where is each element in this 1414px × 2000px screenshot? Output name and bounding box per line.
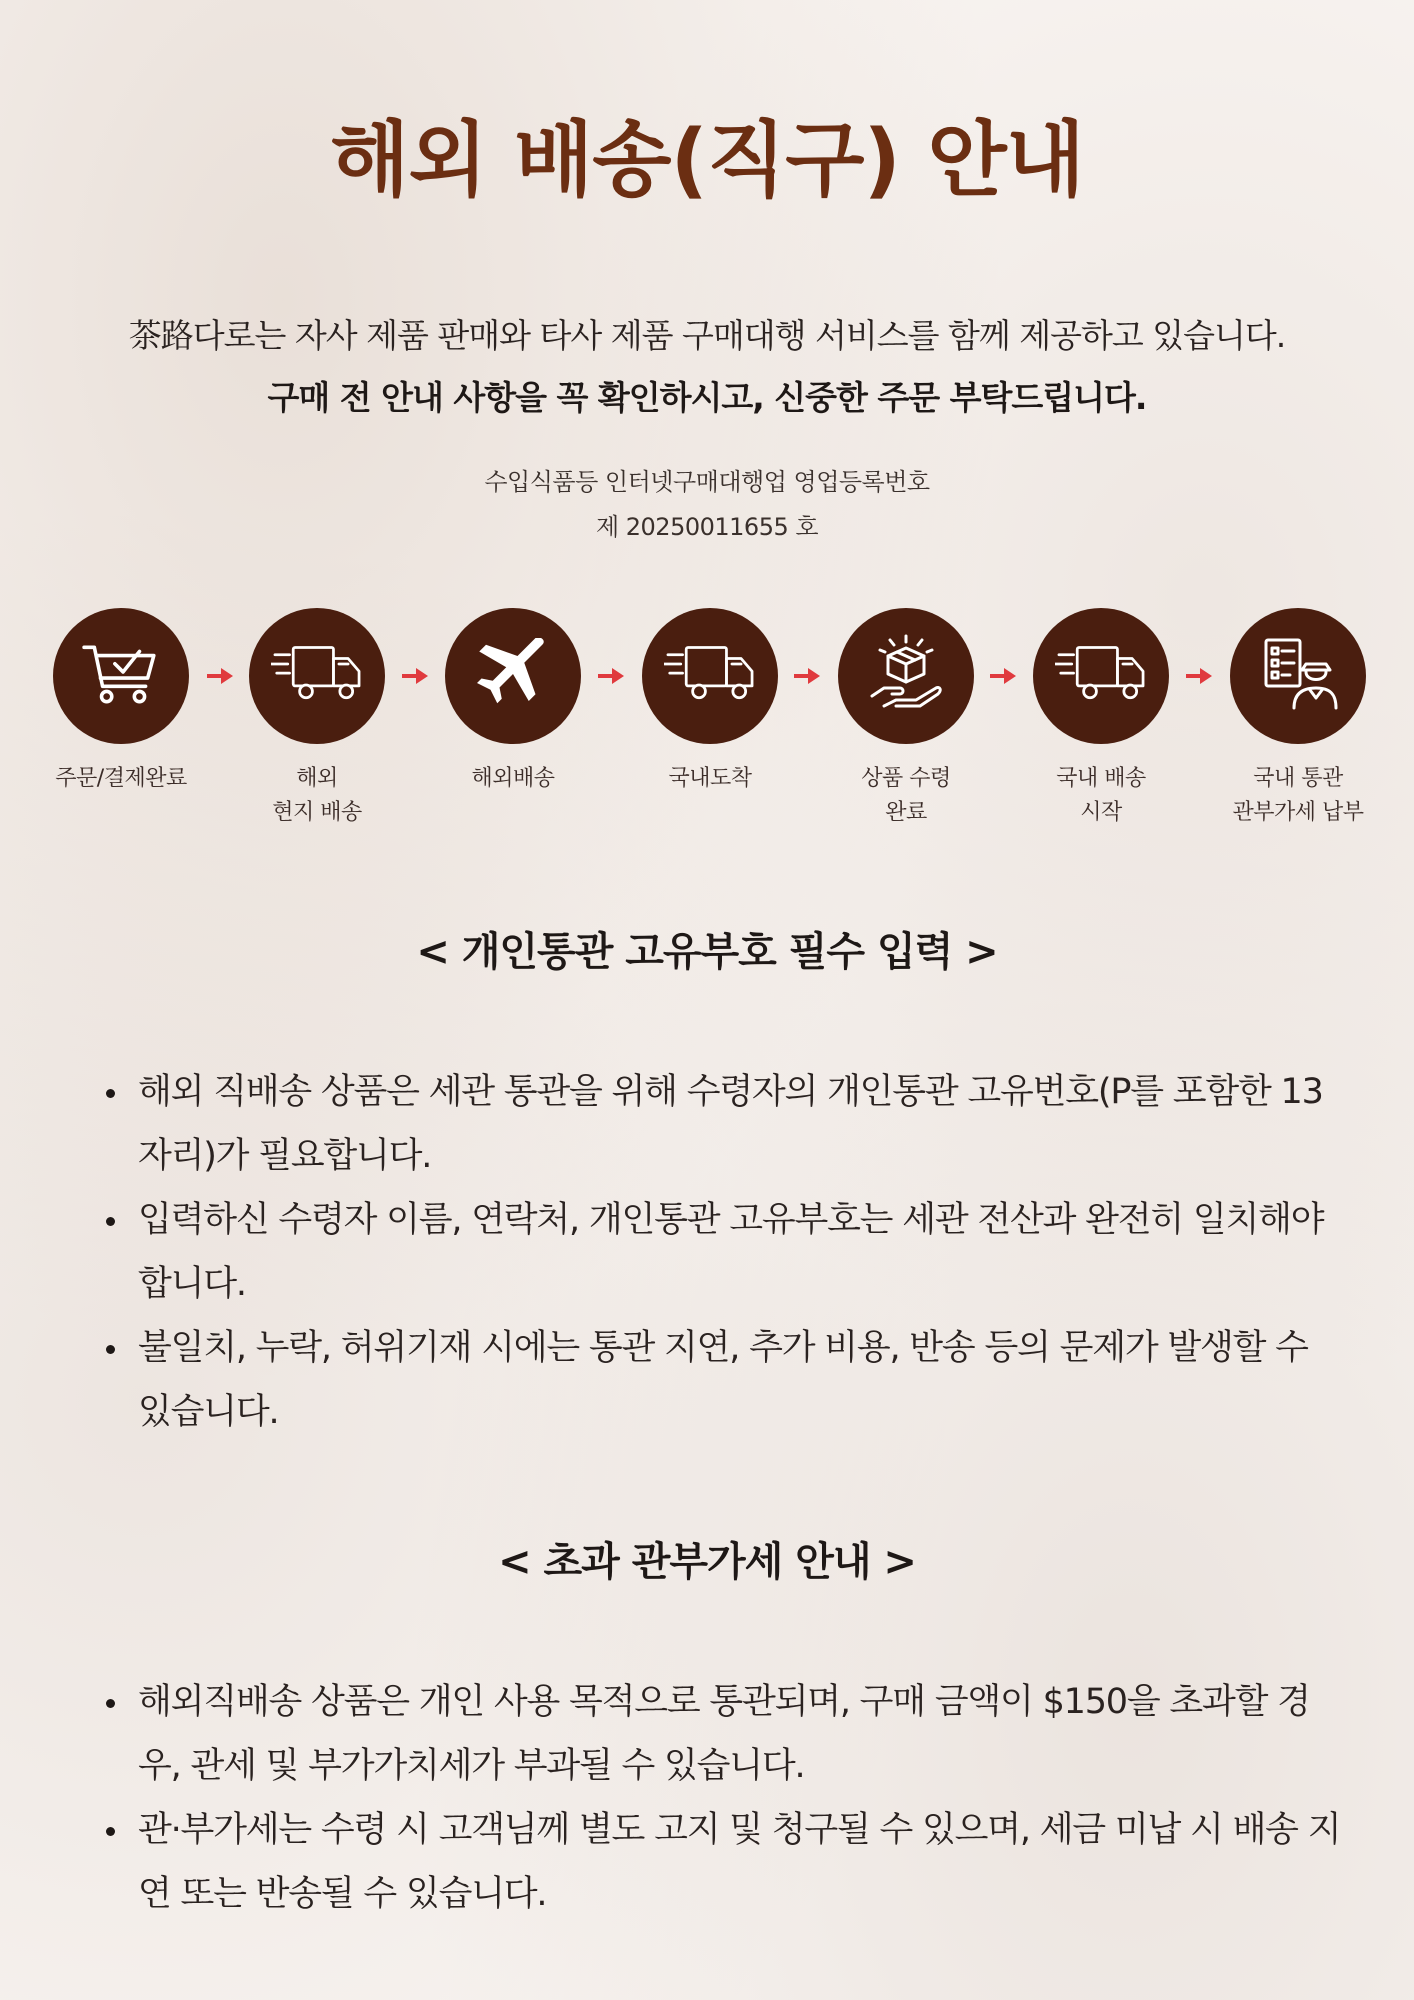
step-circle [838,608,974,744]
step-label: 해외배송 [471,766,555,791]
process-step-received [816,608,996,830]
customs-officer-icon [1258,634,1338,718]
step-circle [1033,608,1169,744]
process-step-overseas-local [227,608,407,830]
intro-emphasis: 구매 전 안내 사항을 꼭 확인하시고, 신중한 주문 부탁드립니다. [267,378,1147,417]
step-circle [445,608,581,744]
step-label: 국내 배송 시작 [1056,766,1146,825]
process-step-domestic-delivery [1011,608,1191,830]
process-step-domestic-arrival [620,608,800,796]
step-label: 국내 통관 관부가세 납부 [1232,766,1364,825]
step-circle [1230,608,1366,744]
delivery-truck-icon [1055,642,1147,710]
list-item: 불일치, 누락, 허위기재 시에는 통관 지연, 추가 비용, 반송 등의 문제가 발생할 수 있습니다. [100,1316,1350,1444]
step-label: 상품 수령 완료 [861,766,951,825]
delivery-truck-icon [664,642,756,710]
delivery-truck-icon [271,642,363,710]
list-item: 관·부가세는 수령 시 고객님께 별도 고지 및 청구될 수 있으며, 세금 미납 시 배송 지연 또는 반송될 수 있습니다. [100,1798,1350,1926]
section-title-excess-tax: < 초과 관부가세 안내 > [498,1539,916,1585]
intro-text: 茶路다로는 자사 제품 판매와 타사 제품 구매대행 서비스를 함께 제공하고 있습니다. [128,316,1286,355]
step-label: 국내도착 [668,766,752,791]
registration-label: 수입식품등 인터넷구매대행업 영업등록번호 [484,468,930,496]
airplane-icon [477,638,549,714]
step-circle [642,608,778,744]
customs-code-list [100,1060,1350,1444]
list-item: 해외직배송 상품은 개인 사용 목적으로 통관되며, 구매 금액이 $150을 초과할 경우, 관세 및 부가가치세가 부과될 수 있습니다. [100,1670,1350,1798]
registration-number: 제 20250011655 호 [595,513,819,541]
step-circle [249,608,385,744]
section-title-customs-code: < 개인통관 고유부호 필수 입력 > [416,929,998,975]
package-hand-icon [866,634,946,718]
process-step-order [31,608,211,796]
list-item: 입력하신 수령자 이름, 연락처, 개인통관 고유부호는 세관 전산과 완전히 일치해야 합니다. [100,1188,1350,1316]
step-label: 해외 현지 배송 [272,766,362,825]
step-label: 주문/결제완료 [55,766,187,791]
step-circle [53,608,189,744]
process-step-customs [1208,608,1388,830]
page-title: 해외 배송(직구) 안내 [330,113,1084,208]
excess-tax-list [100,1670,1350,1926]
cart-check-icon [80,633,162,719]
list-item: 해외 직배송 상품은 세관 통관을 위해 수령자의 개인통관 고유번호(P를 포함한 13자리)가 필요합니다. [100,1060,1350,1188]
process-step-overseas-shipping [423,608,603,796]
